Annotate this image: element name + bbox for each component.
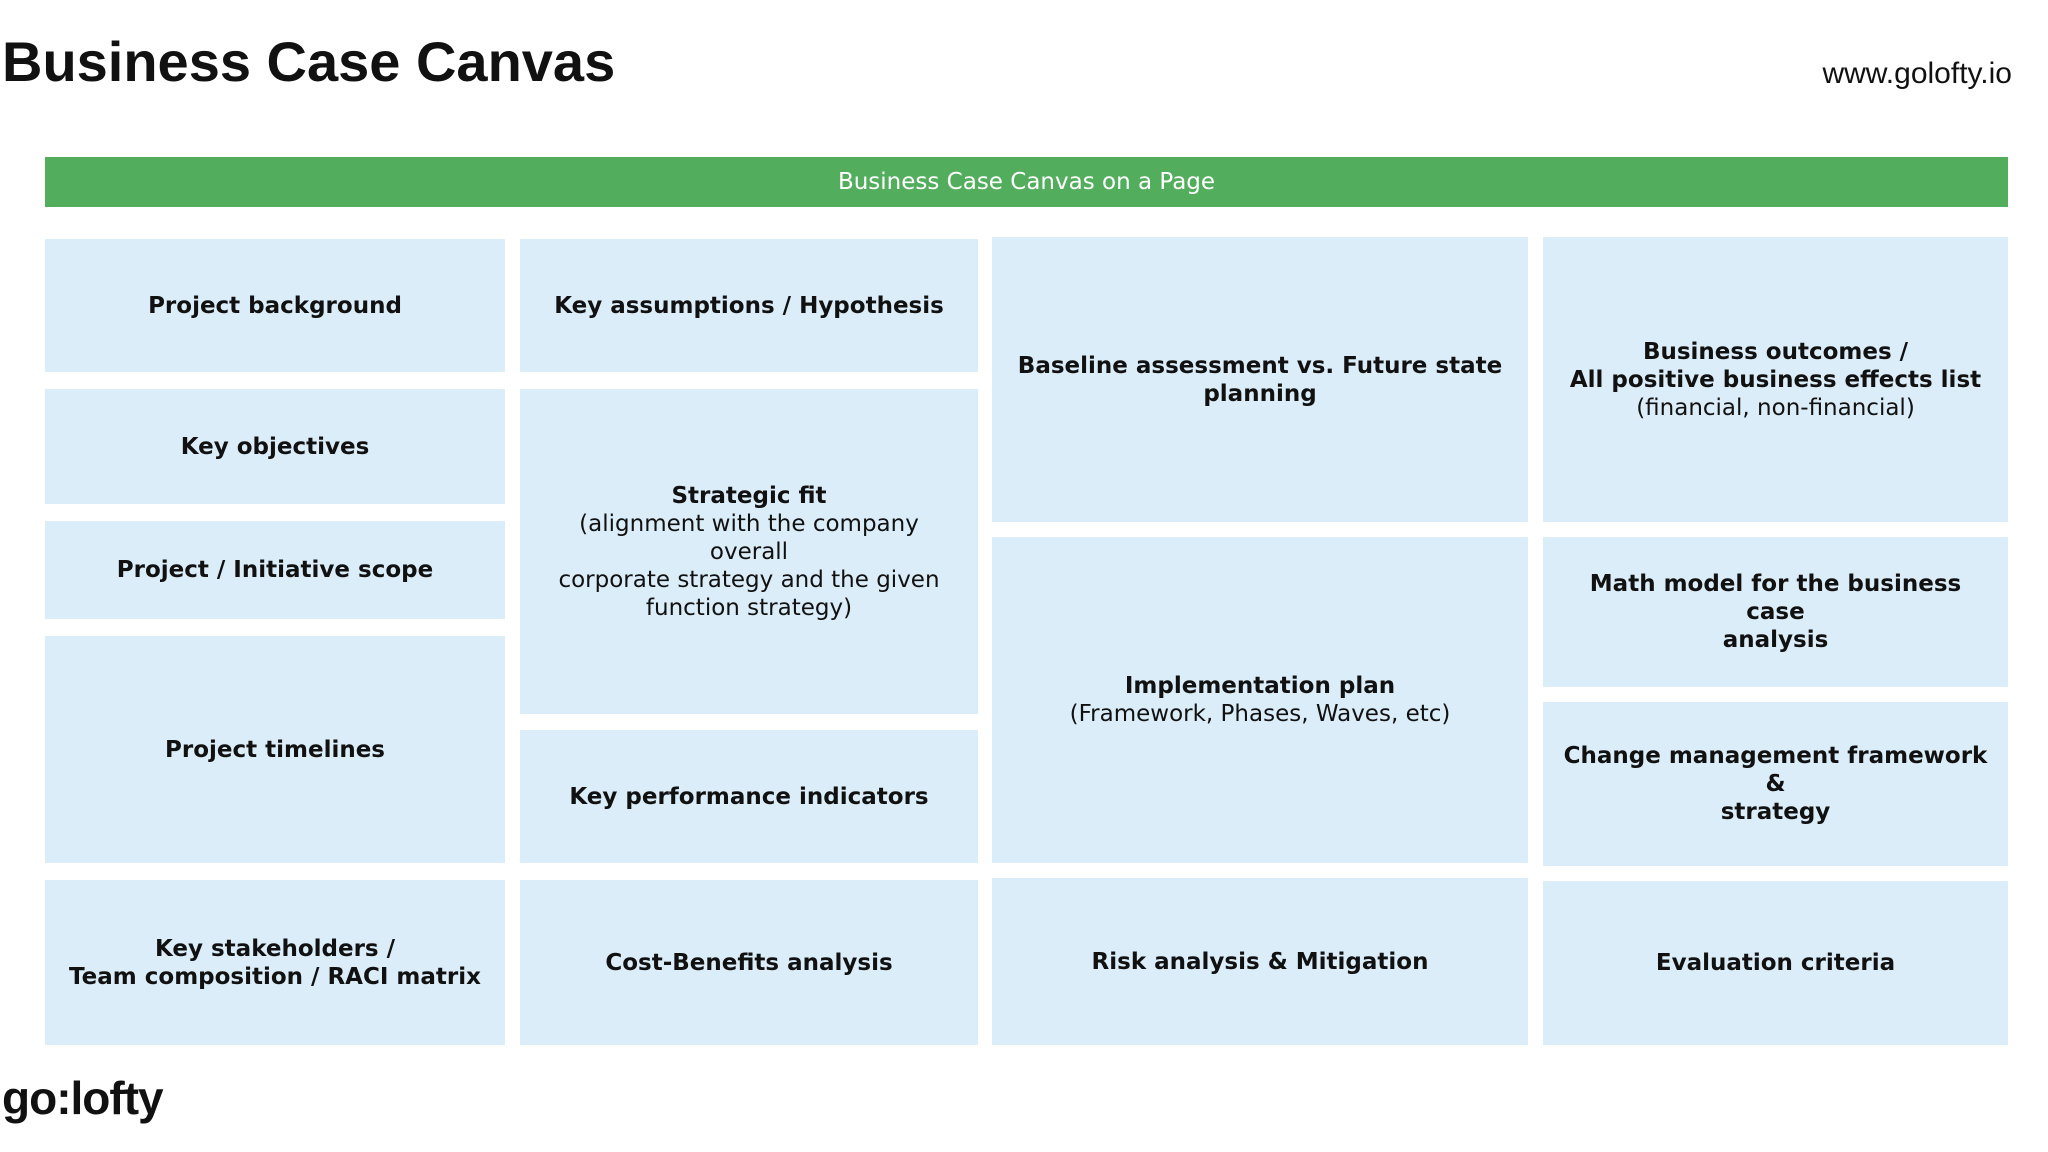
cell-cost-benefits bbox=[520, 880, 978, 1045]
website-url[interactable]: www.golofty.io bbox=[1822, 57, 2012, 90]
cell-title: Implementation plan bbox=[1124, 673, 1396, 699]
cell-title: Business outcomes / All positive business effects list bbox=[1569, 338, 1982, 393]
cell-subtitle: (financial, non-financial) bbox=[1636, 394, 1915, 421]
cell-change-management bbox=[1543, 702, 2008, 866]
cell-strategic-fit bbox=[520, 389, 978, 714]
cell-title: Key stakeholders / Team composition / RACI matrix bbox=[69, 935, 481, 990]
cell-title: Key performance indicators bbox=[569, 783, 929, 810]
cell-project-timelines bbox=[45, 636, 505, 863]
cell-title: Strategic fit bbox=[671, 482, 827, 509]
cell-title: Risk analysis & Mitigation bbox=[1091, 948, 1429, 975]
cell-key-stakeholders bbox=[45, 880, 505, 1045]
cell-title: Key assumptions / Hypothesis bbox=[554, 292, 944, 319]
cell-key-assumptions bbox=[520, 239, 978, 372]
cell-math-model bbox=[1543, 537, 2008, 687]
banner-label: Business Case Canvas on a Page bbox=[837, 169, 1216, 195]
cell-title: Evaluation criteria bbox=[1655, 950, 1896, 976]
cell-title: Change management framework & strategy bbox=[1563, 743, 1988, 825]
page-title: Business Case Canvas bbox=[2, 30, 616, 93]
cell-title: Math model for the business case analysis bbox=[1589, 571, 1962, 653]
cell-title: Project background bbox=[148, 292, 402, 319]
cell-business-outcomes bbox=[1543, 237, 2008, 522]
cell-project-background bbox=[45, 239, 505, 372]
cell-evaluation-criteria bbox=[1543, 881, 2008, 1045]
cell-title: Project / Initiative scope bbox=[116, 557, 434, 583]
cell-key-objectives bbox=[45, 389, 505, 504]
cell-title: Baseline assessment vs. Future state planning bbox=[1017, 352, 1503, 407]
golofty-logo: go:lofty bbox=[2, 1072, 163, 1124]
cell-kpis bbox=[520, 730, 978, 863]
cell-title: Project timelines bbox=[165, 736, 385, 763]
cell-baseline-assessment bbox=[992, 237, 1528, 522]
cell-risk-analysis bbox=[992, 878, 1528, 1045]
cell-title: Key objectives bbox=[180, 433, 370, 460]
cell-subtitle: (alignment with the company overall corporate strategy and the given function strategy) bbox=[558, 510, 940, 621]
cell-project-scope bbox=[45, 521, 505, 619]
cell-title: Cost-Benefits analysis bbox=[605, 949, 893, 976]
canvas-banner bbox=[45, 157, 2008, 207]
cell-subtitle: (Framework, Phases, Waves, etc) bbox=[1069, 701, 1451, 727]
cell-implementation-plan bbox=[992, 537, 1528, 863]
